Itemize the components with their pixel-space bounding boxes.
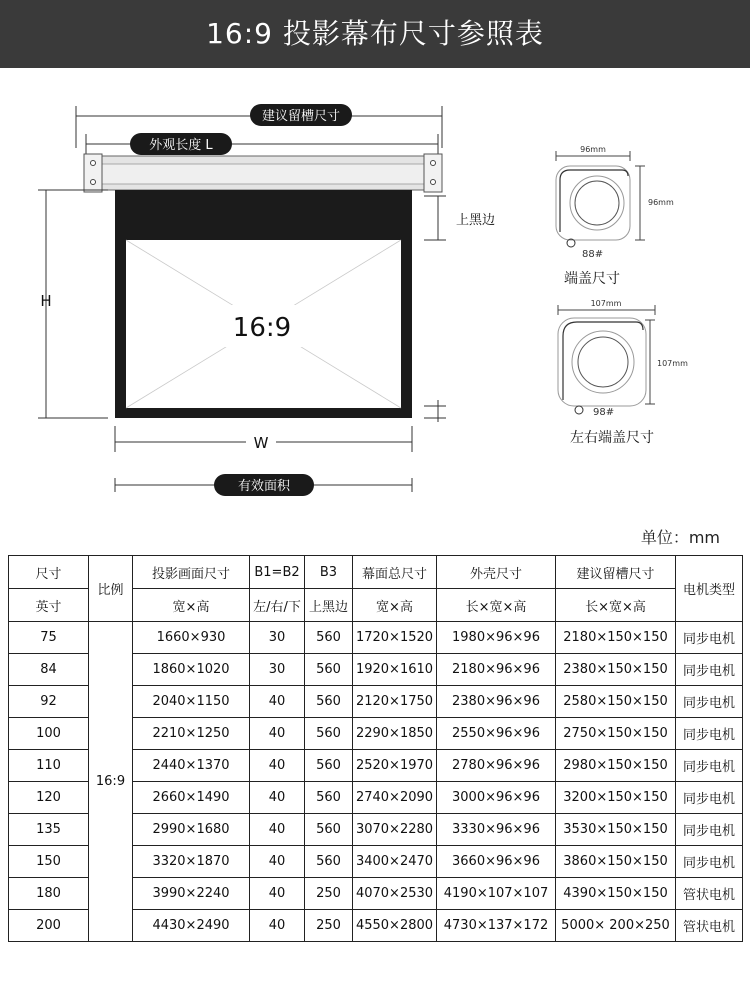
table-cell: 2380×150×150 bbox=[556, 654, 676, 686]
table-cell: 40 bbox=[250, 878, 305, 910]
table-cell: 560 bbox=[305, 654, 353, 686]
subheader-cell: 上黑边 bbox=[305, 589, 353, 622]
table-cell: 3400×2470 bbox=[353, 846, 437, 878]
table-cell: 3530×150×150 bbox=[556, 814, 676, 846]
endcap-lr-height: 107mm bbox=[657, 359, 688, 368]
screen-dimension-diagram bbox=[0, 68, 750, 518]
endcap-lr-caption: 左右端盖尺寸 bbox=[570, 430, 654, 446]
endcap-drawing bbox=[556, 151, 645, 247]
table-cell: 40 bbox=[250, 782, 305, 814]
ratio-cell: 16:9 bbox=[89, 622, 133, 942]
endcap-lr-code: 98# bbox=[593, 407, 615, 418]
title-bar bbox=[0, 0, 750, 68]
header-cell: 建议留槽尺寸 bbox=[556, 556, 676, 589]
table-cell: 2780×96×96 bbox=[437, 750, 556, 782]
table-cell: 1720×1520 bbox=[353, 622, 437, 654]
table-cell: 2550×96×96 bbox=[437, 718, 556, 750]
table-cell: 同步电机 bbox=[676, 846, 743, 878]
table-cell: 4190×107×107 bbox=[437, 878, 556, 910]
length-label: 外观长度 L bbox=[149, 138, 213, 153]
width-label: W bbox=[253, 434, 269, 452]
table-cell: 2660×1490 bbox=[133, 782, 250, 814]
table-cell: 30 bbox=[250, 654, 305, 686]
table-cell: 40 bbox=[250, 718, 305, 750]
table-cell: 250 bbox=[305, 910, 353, 942]
table-cell: 3330×96×96 bbox=[437, 814, 556, 846]
header-cell: 尺寸 bbox=[9, 556, 89, 589]
subheader-cell: 宽×高 bbox=[353, 589, 437, 622]
table-cell: 560 bbox=[305, 846, 353, 878]
table-cell: 5000× 200×250 bbox=[556, 910, 676, 942]
top-black-label: 上黑边 bbox=[456, 213, 496, 228]
subheader-cell: 长×宽×高 bbox=[437, 589, 556, 622]
table-cell: 2290×1850 bbox=[353, 718, 437, 750]
table-cell: 4390×150×150 bbox=[556, 878, 676, 910]
table-cell: 4730×137×172 bbox=[437, 910, 556, 942]
table-cell: 3000×96×96 bbox=[437, 782, 556, 814]
table-cell: 3070×2280 bbox=[353, 814, 437, 846]
table-cell: 同步电机 bbox=[676, 814, 743, 846]
table-cell: 2740×2090 bbox=[353, 782, 437, 814]
table-cell: 40 bbox=[250, 814, 305, 846]
table-cell: 200 bbox=[9, 910, 89, 942]
table-cell: 1660×930 bbox=[133, 622, 250, 654]
bottom-border-ticks bbox=[424, 400, 446, 422]
endcap-lr-width: 107mm bbox=[590, 299, 622, 308]
table-cell: 560 bbox=[305, 782, 353, 814]
table-cell: 84 bbox=[9, 654, 89, 686]
endcap-code: 88# bbox=[582, 249, 604, 260]
table-cell: 1920×1610 bbox=[353, 654, 437, 686]
endcap-caption: 端盖尺寸 bbox=[564, 271, 620, 287]
header-cell: B3 bbox=[305, 556, 353, 589]
table-cell: 180 bbox=[9, 878, 89, 910]
table-cell: 2520×1970 bbox=[353, 750, 437, 782]
table-cell: 2440×1370 bbox=[133, 750, 250, 782]
effective-area-label: 有效面积 bbox=[237, 479, 291, 494]
table-cell: 2180×96×96 bbox=[437, 654, 556, 686]
table-cell: 同步电机 bbox=[676, 654, 743, 686]
table-cell: 管状电机 bbox=[676, 878, 743, 910]
table-cell: 135 bbox=[9, 814, 89, 846]
table-cell: 120 bbox=[9, 782, 89, 814]
table-cell: 110 bbox=[9, 750, 89, 782]
table-cell: 1860×1020 bbox=[133, 654, 250, 686]
table-cell: 4550×2800 bbox=[353, 910, 437, 942]
table-cell: 2180×150×150 bbox=[556, 622, 676, 654]
endcap-height: 96mm bbox=[648, 198, 674, 207]
height-label: H bbox=[40, 292, 52, 310]
table-cell: 2990×1680 bbox=[133, 814, 250, 846]
table-cell: 3990×2240 bbox=[133, 878, 250, 910]
table-cell: 3660×96×96 bbox=[437, 846, 556, 878]
table-cell: 3860×150×150 bbox=[556, 846, 676, 878]
top-black-dimension bbox=[424, 196, 446, 240]
table-cell: 40 bbox=[250, 846, 305, 878]
header-cell: 外壳尺寸 bbox=[437, 556, 556, 589]
size-reference-table bbox=[8, 555, 743, 942]
header-cell: 投影画面尺寸 bbox=[133, 556, 250, 589]
table-cell: 2210×1250 bbox=[133, 718, 250, 750]
endcap-lr-drawing bbox=[558, 305, 655, 414]
table-cell: 同步电机 bbox=[676, 686, 743, 718]
table-cell: 同步电机 bbox=[676, 782, 743, 814]
subheader-cell: 长×宽×高 bbox=[556, 589, 676, 622]
table-cell: 同步电机 bbox=[676, 622, 743, 654]
table-cell: 560 bbox=[305, 814, 353, 846]
table-cell: 1980×96×96 bbox=[437, 622, 556, 654]
table-cell: 92 bbox=[9, 686, 89, 718]
subheader-cell: 宽×高 bbox=[133, 589, 250, 622]
table-cell: 4070×2530 bbox=[353, 878, 437, 910]
table-cell: 管状电机 bbox=[676, 910, 743, 942]
table-cell: 560 bbox=[305, 622, 353, 654]
table-cell: 560 bbox=[305, 718, 353, 750]
table-cell: 40 bbox=[250, 686, 305, 718]
table-cell: 3320×1870 bbox=[133, 846, 250, 878]
table-cell: 150 bbox=[9, 846, 89, 878]
subheader-cell: 左/右/下 bbox=[250, 589, 305, 622]
table-cell: 2980×150×150 bbox=[556, 750, 676, 782]
table-cell: 30 bbox=[250, 622, 305, 654]
projection-screen bbox=[115, 190, 412, 418]
table-row bbox=[9, 622, 743, 654]
slot-label: 建议留槽尺寸 bbox=[261, 109, 341, 124]
table-cell: 250 bbox=[305, 878, 353, 910]
table-cell: 2750×150×150 bbox=[556, 718, 676, 750]
table-cell: 560 bbox=[305, 686, 353, 718]
page-title: 16:9 投影幕布尺寸参照表 bbox=[206, 17, 544, 50]
table-cell: 40 bbox=[250, 910, 305, 942]
header-cell: 比例 bbox=[89, 556, 133, 622]
screen-casing bbox=[84, 154, 442, 192]
table-cell: 40 bbox=[250, 750, 305, 782]
ratio-label: 16:9 bbox=[232, 313, 292, 343]
table-header-row bbox=[9, 556, 743, 589]
table-cell: 2120×1750 bbox=[353, 686, 437, 718]
table-cell: 560 bbox=[305, 750, 353, 782]
subheader-cell: 英寸 bbox=[9, 589, 89, 622]
unit-label: 单位：mm bbox=[640, 528, 720, 547]
table-cell: 2380×96×96 bbox=[437, 686, 556, 718]
header-cell: 幕面总尺寸 bbox=[353, 556, 437, 589]
table-cell: 4430×2490 bbox=[133, 910, 250, 942]
table-cell: 3200×150×150 bbox=[556, 782, 676, 814]
table-cell: 75 bbox=[9, 622, 89, 654]
table-cell: 2040×1150 bbox=[133, 686, 250, 718]
header-cell: B1=B2 bbox=[250, 556, 305, 589]
table-cell: 同步电机 bbox=[676, 750, 743, 782]
table-cell: 100 bbox=[9, 718, 89, 750]
table-cell: 同步电机 bbox=[676, 718, 743, 750]
table-cell: 2580×150×150 bbox=[556, 686, 676, 718]
header-cell: 电机类型 bbox=[676, 556, 743, 622]
endcap-width: 96mm bbox=[580, 145, 606, 154]
